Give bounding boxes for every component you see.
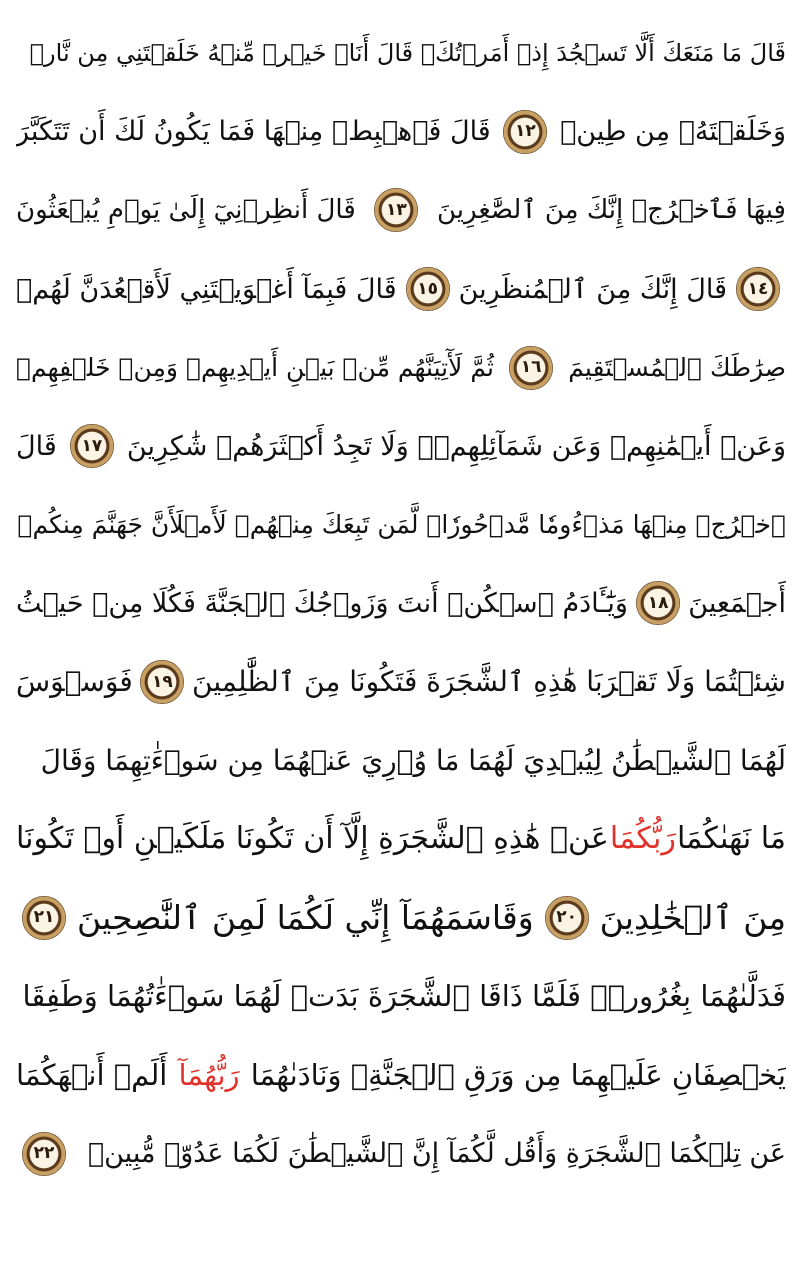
verse-text: وَعَنۡ أَيۡمَٰنِهِمۡ وَعَن شَمَآئِلِهِمۡۖ وَلَا تَجِدُ أَكۡثَرَهُمۡ شَٰكِرِينَ [126,430,786,462]
text-line [16,486,786,565]
verse-text: وَخَلَقۡتَهُۥ مِن طِينٖ [560,116,786,148]
verse-text: مِنَ ٱلۡخَٰلِدِينَ [599,898,786,938]
ayah-number-marker: ٢١ [22,896,66,940]
text-line [16,328,786,407]
verse-text: شِئۡتُمَا وَلَا تَقۡرَبَا هَٰذِهِ ٱلشَّجَرَةَ فَتَكُونَا مِنَ ٱلظَّٰلِمِينَ [192,665,786,699]
highlighted-word: رَبُّكُمَا [609,821,676,857]
text-line [16,721,786,800]
text-line [16,14,786,93]
text-line [16,957,786,1036]
verse-text: ٱخۡرُجۡ مِنۡهَا مَذۡءُومٗا مَّدۡحُورٗاۖ لَّمَن تَبِعَكَ مِنۡهُمۡ لَأَمۡلَأَنَّ جَهَنَّمَ مِنكُمۡ [17,510,786,540]
ayah-number-marker: ١٢ [503,110,547,154]
ayah-number-marker: ٢٠ [545,896,589,940]
verse-text: لَهُمَا ٱلشَّيۡطَٰنُ لِيُبۡدِيَ لَهُمَا مَا وُۥرِيَ عَنۡهُمَا مِن سَوۡءَٰتِهِمَا وَقَالَ [40,743,786,777]
text-line [16,171,786,250]
verse-text: عَن تِلۡكُمَا ٱلشَّجَرَةِ وَأَقُل لَّكُمَآ إِنَّ ٱلشَّيۡطَٰنَ لَكُمَا عَدُوّٞ مُّبِينٞ [87,1138,786,1170]
verse-text: قَالَ إِنَّكَ مِنَ ٱلۡمُنظَرِينَ [458,273,728,305]
text-line [16,800,786,879]
ayah-number-marker: ١٩ [140,660,184,704]
text-line [16,407,786,486]
verse-text: فِيهَا فَٱخۡرُجۡ إِنَّكَ مِنَ ٱلصَّٰغِرِينَ [436,195,786,226]
verse-text: يَخۡصِفَانِ عَلَيۡهِمَا مِن وَرَقِ ٱلۡجَنَّةِۖ وَنَادَىٰهُمَا [250,1057,786,1092]
verse-text: قَالَ فَبِمَآ أَغۡوَيۡتَنِي لَأَقۡعُدَنَّ لَهُمۡ [16,273,397,305]
ayah-number-marker: ١٣ [374,188,418,232]
verse-text: أَجۡمَعِينَ [688,587,786,619]
verse-text: أَلَمۡ أَنۡهَكُمَا [16,1057,168,1092]
text-line [16,564,786,643]
ayah-number-marker: ١٤ [736,267,780,311]
text-line [16,1114,786,1193]
verse-text: فَوَسۡوَسَ [16,665,133,699]
verse-text: ثُمَّ لَأٓتِيَنَّهُم مِّنۢ بَيۡنِ أَيۡدِيهِمۡ وَمِنۡ خَلۡفِهِمۡ [16,353,494,383]
text-line [16,93,786,172]
verse-text: قَالَ [16,430,57,462]
verse-text: عَنۡ هَٰذِهِ ٱلشَّجَرَةِ إِلَّآ أَن تَكُونَا مَلَكَيۡنِ أَوۡ تَكُونَا [16,821,609,857]
verse-text: صِرَٰطَكَ ٱلۡمُسۡتَقِيمَ [568,353,786,383]
verse-text: مَا نَهَىٰكُمَا [676,821,786,857]
text-line [16,1036,786,1115]
verse-text: قَالَ فَٱهۡبِطۡ مِنۡهَا فَمَا يَكُونُ لَكَ أَن تَتَكَبَّرَ [16,116,491,148]
text-line [16,643,786,722]
ayah-number-marker: ١٥ [406,267,450,311]
text-line [16,250,786,329]
ayah-number-marker: ١٨ [636,581,680,625]
verse-text: قَالَ مَا مَنَعَكَ أَلَّا تَسۡجُدَ إِذۡ أَمَرۡتُكَۖ قَالَ أَنَا۠ خَيۡرٞ مِّنۡهُ خَلَقۡتَنِي مِن نَّارٖ [29,39,786,68]
ayah-number-marker: ١٦ [509,346,553,390]
highlighted-word: رَبُّهُمَآ [178,1057,240,1092]
verse-text: وَيَٰٓـَٔادَمُ ٱسۡكُنۡ أَنتَ وَزَوۡجُكَ ٱلۡجَنَّةَ فَكُلَا مِنۡ حَيۡثُ [16,587,628,619]
ayah-number-marker: ١٧ [70,424,114,468]
verse-text: وَقَاسَمَهُمَآ إِنِّي لَكُمَا لَمِنَ ٱلنَّٰصِحِينَ [77,898,534,938]
text-line [16,879,786,958]
verse-text: فَدَلَّىٰهُمَا بِغُرُورٖۚ فَلَمَّا ذَاقَا ٱلشَّجَرَةَ بَدَتۡ لَهُمَا سَوۡءَٰتُهُمَا وَطَفِقَا [22,978,786,1013]
ayah-number-marker: ٢٢ [22,1132,66,1176]
verse-text: قَالَ أَنظِرۡنِيٓ إِلَىٰ يَوۡمِ يُبۡعَثُونَ [16,195,356,226]
